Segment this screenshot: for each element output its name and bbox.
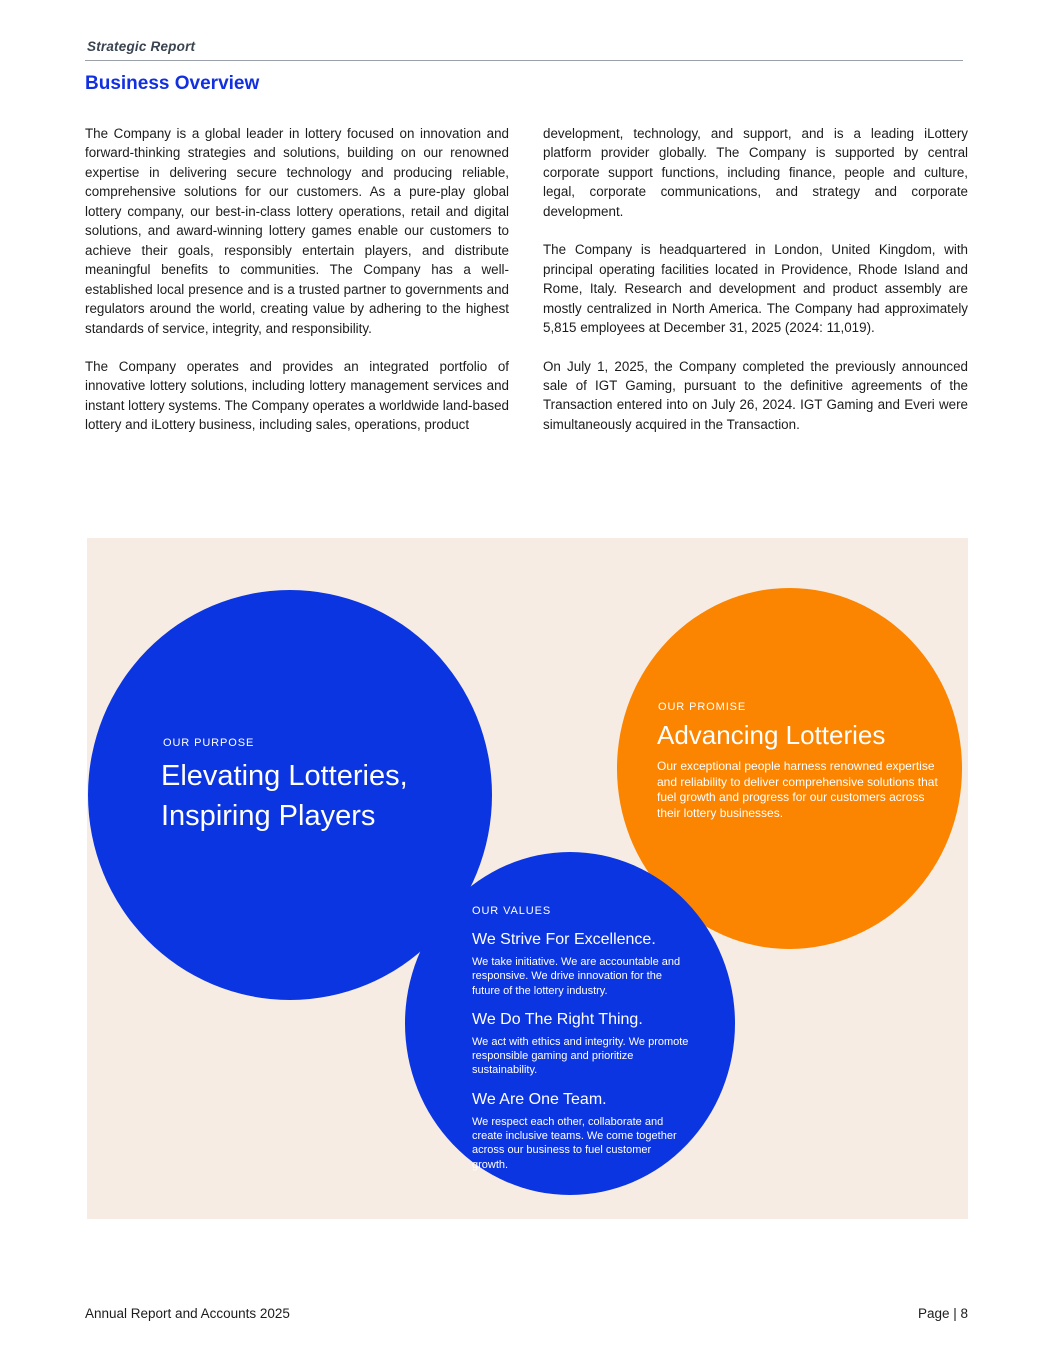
promise-title: Advancing Lotteries [657, 720, 886, 750]
purpose-label: OUR PURPOSE [163, 737, 255, 749]
value-item [472, 931, 690, 998]
values-label: OUR VALUES [472, 905, 552, 917]
paragraph: On July 1, 2025, the Company completed the previously announced sale of IGT Gaming, pursuant to the definitive agreements of the Transaction entered into on July 26, 2024. IGT Gaming and Everi were simultaneously acquired in the Transaction. [543, 358, 968, 432]
page-title: Business Overview [85, 73, 260, 94]
value-body: We act with ethics and integrity. We promote responsible gaming and prioritize sustainability. [472, 1035, 689, 1077]
purpose-title-line1: Elevating Lotteries, [161, 760, 408, 792]
value-item [472, 1091, 690, 1172]
paragraph: The Company is headquartered in London, United Kingdom, with principal operating facilities located in Providence, Rhode Island and Rome, Italy. Research and development and product assembly are mostly centralized in North America. The Company had approximately 5,815 employees at December 31, 2025 (2024: 11,019). [543, 242, 968, 336]
footer-page-number: Page | 8 [917, 1306, 968, 1321]
section-eyebrow: Strategic Report [87, 39, 196, 54]
header-divider [85, 60, 963, 61]
purpose-title [161, 756, 408, 836]
body-column-left [85, 124, 509, 454]
paragraph: development, technology, and support, and is a leading iLottery platform provider globally. The Company is supported by central corporate support functions, including finance, people and culture, legal, corporate communications, and strategy and corporate development. [543, 126, 968, 219]
value-title: We Do The Right Thing. [472, 1010, 643, 1028]
body-column-right [543, 124, 968, 453]
footer-report-name: Annual Report and Accounts 2025 [85, 1306, 290, 1321]
value-title: We Are One Team. [472, 1090, 607, 1108]
values-content [472, 905, 690, 1185]
purpose-title-line2: Inspiring Players [161, 800, 376, 832]
values-graphic-panel [87, 538, 968, 1219]
paragraph: The Company operates and provides an integrated portfolio of innovative lottery solutions, including lottery management services and instant lottery systems. The Company operates a worldwide land-based lottery and iLottery business, including sales, operations, product [85, 358, 510, 433]
paragraph: The Company is a global leader in lottery focused on innovation and forward-thinking strategies and solutions, building on our renowned expertise in delivering secure technology and producing reliable, comprehensive solutions for our customers. As a pure-play global lottery company, our best-in-class lottery operations, retail and digital solutions, and award-winning lottery games enable our customers to achieve their goals, responsibly entertain players, and distribute meaningful benefits to communities. The Company has a well-established local presence and is a trusted partner to governments and regulators around the world, creating value by adhering to the highest standards of service, integrity, and responsibility. [85, 126, 509, 336]
value-body: We respect each other, collaborate and create inclusive teams. We come together across our business to fuel customer growth. [472, 1115, 677, 1171]
value-body: We take initiative. We are accountable and responsive. We drive innovation for the future of the lottery industry. [472, 956, 681, 997]
promise-body: Our exceptional people harness renowned expertise and reliability to deliver comprehensive solutions that fuel growth and progress for our customers across their lottery businesses. [657, 759, 938, 820]
value-item [472, 1011, 690, 1078]
value-title: We Strive For Excellence. [472, 931, 656, 948]
values-circle [405, 852, 735, 1195]
promise-label: OUR PROMISE [658, 701, 747, 713]
